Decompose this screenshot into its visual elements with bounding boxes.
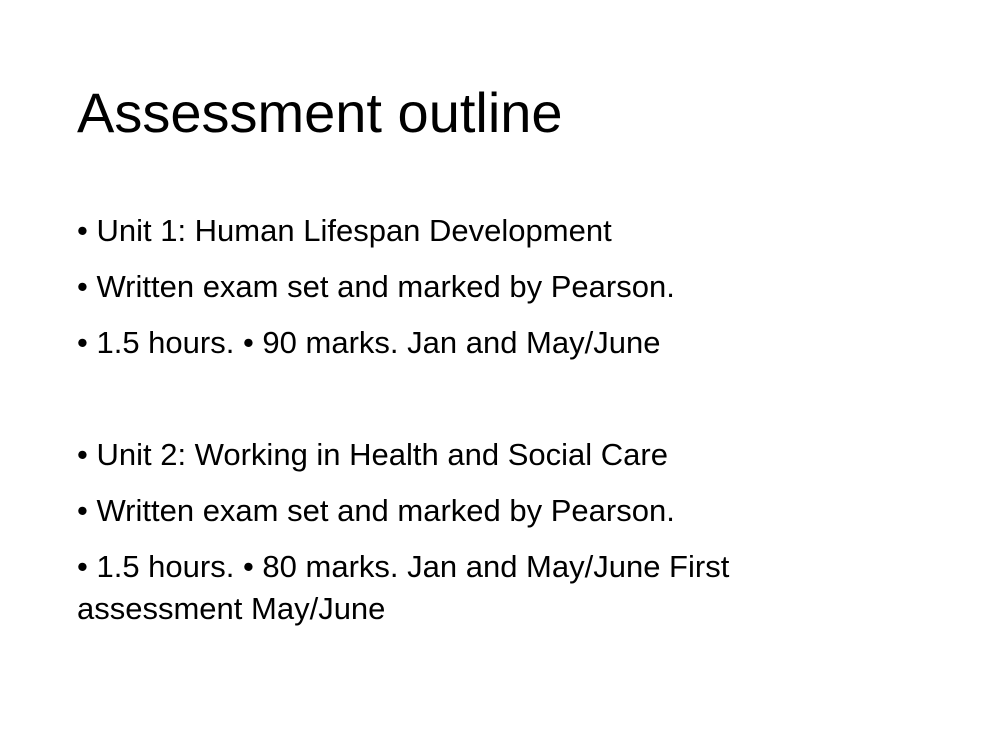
unit-2-duration-marks: • 1.5 hours. • 80 marks. Jan and May/June First assessment May/June — [77, 549, 730, 626]
unit-1-duration-marks: • 1.5 hours. • 90 marks. Jan and May/June — [77, 325, 661, 360]
slide-title: Assessment outline — [77, 81, 563, 144]
unit-1-exam-info: • Written exam set and marked by Pearson. — [77, 269, 675, 304]
unit-1-heading: • Unit 1: Human Lifespan Development — [77, 213, 612, 248]
unit-2-exam-info: • Written exam set and marked by Pearson. — [77, 493, 675, 528]
section-spacer — [77, 371, 937, 427]
slide-body — [77, 203, 937, 630]
unit-2-heading: • Unit 2: Working in Health and Social Care — [77, 437, 668, 472]
